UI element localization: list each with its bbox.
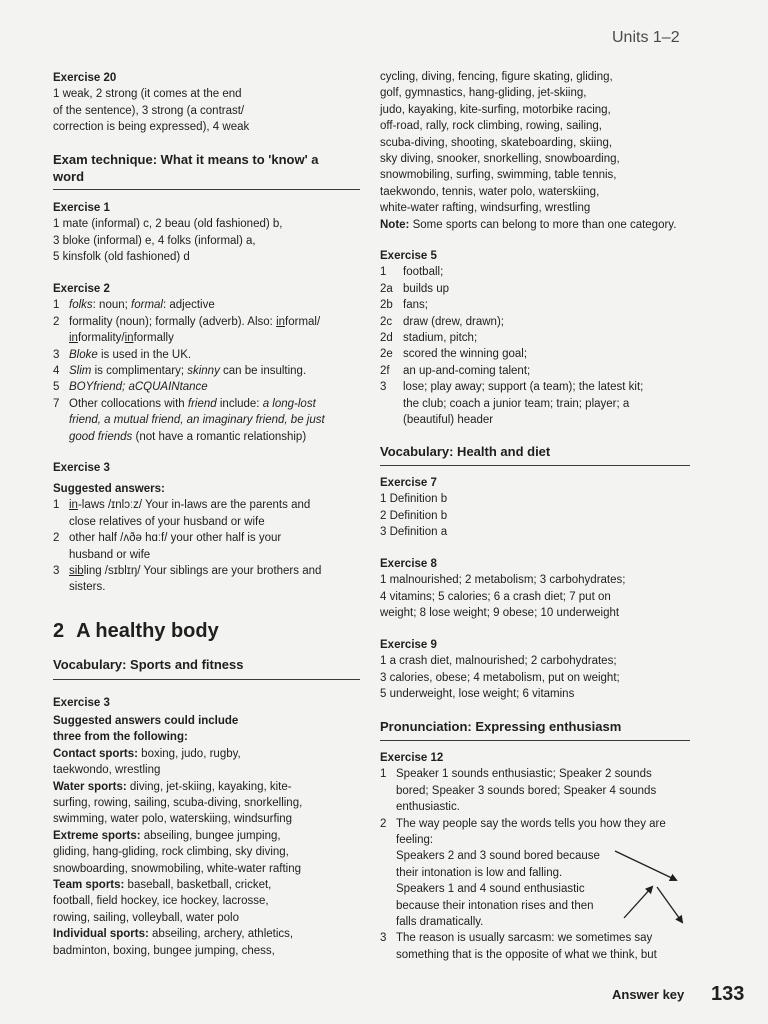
answer-line: 2 Definition b (380, 509, 448, 522)
item-number: 2 (53, 315, 60, 328)
item-number: 1 (53, 499, 60, 512)
section-heading-sports: Vocabulary: Sports and fitness (53, 657, 244, 672)
answer-line: draw (drew, drawn); (403, 315, 504, 328)
item-number: 3 (380, 381, 387, 394)
answer-line (69, 347, 325, 363)
underlined-stress: in (69, 332, 78, 345)
exercise-title: Exercise 3 (53, 697, 110, 709)
exercise-2 (53, 281, 325, 445)
italic-term: formal (131, 299, 163, 312)
exercise-title: Exercise 20 (53, 72, 117, 84)
list-item (53, 497, 321, 530)
sports-line: snowboarding, snowmobiling, white-water rafting (53, 862, 302, 875)
sports-line: scuba-diving, shooting, skateboarding, skiing, (380, 136, 613, 149)
sports-line: sky diving, snooker, snorkelling, snowboarding, (380, 153, 620, 166)
list-item (380, 930, 666, 963)
answer-line (69, 563, 321, 579)
answer-text: -laws /ɪnlɔːz/ Your in-laws are the parents and (77, 499, 311, 512)
sports-line (53, 746, 302, 762)
exercise-20 (53, 70, 249, 136)
heading-line: Exam technique: What it means to 'know' a (53, 152, 319, 167)
italic-term: skinny (187, 365, 220, 378)
item-number: 1 (380, 266, 387, 279)
answer-line: 3 bloke (informal) e, 4 folks (informal) a, (53, 234, 256, 247)
item-number: 2a (380, 282, 393, 295)
answer-line (69, 314, 325, 330)
rise-fall-intonation-arrows-icon (624, 887, 682, 922)
answer-line: builds up (403, 282, 450, 295)
answer-line: because their intonation rises and then (396, 899, 594, 912)
answer-line: lose; play away; support (a team); the latest kit; (403, 381, 644, 394)
exercise-title: Exercise 5 (380, 250, 437, 262)
sports-line: taekwondo, tennis, water polo, waterskiing, (380, 185, 600, 198)
list-item (53, 530, 321, 563)
answer-line (69, 363, 325, 379)
item-number: 2c (380, 315, 393, 328)
exercise-3-sports-title (53, 695, 110, 711)
answer-line: stadium, pitch; (403, 332, 478, 345)
item-number: 2d (380, 332, 393, 345)
sports-text: diving, jet-skiing, kayaking, kite- (126, 780, 292, 793)
list-item (380, 766, 666, 815)
exercise-subtitle: Suggested answers could include (53, 715, 239, 727)
item-number: 3 (380, 932, 387, 945)
answer-line: 1 Definition b (380, 493, 448, 506)
exercise-3-vocab (53, 481, 321, 596)
section-divider (380, 465, 690, 466)
answer-line: The way people say the words tells you how they are (396, 817, 666, 830)
list-item (380, 330, 643, 346)
intonation-arrows (600, 840, 700, 930)
sports-line: football, field hockey, ice hockey, lacrosse, (53, 895, 269, 908)
note-label: Note: (380, 218, 410, 231)
italic-term: Slim (69, 365, 92, 378)
answer-text: include: (216, 397, 263, 410)
exercise-5 (380, 248, 643, 428)
list-item (380, 379, 643, 428)
answer-line: Speakers 2 and 3 sound bored because (396, 850, 600, 863)
item-number: 4 (53, 365, 60, 378)
sports-line: golf, gymnastics, hang-gliding, jet-skiing, (380, 87, 587, 100)
answer-line: enthusiastic. (396, 801, 460, 814)
answer-line: fans; (403, 299, 428, 312)
answer-line (69, 497, 321, 513)
answer-line (69, 429, 325, 445)
category-label: Team sports: (53, 879, 125, 892)
answer-line: of the sentence), 3 strong (a contrast/ (53, 104, 245, 117)
list-item (380, 264, 643, 280)
sports-line: surfing, rowing, sailing, scuba-diving, snorkelling, (53, 797, 303, 810)
exercise-9 (380, 637, 620, 703)
answer-line: 5 underweight, lose weight; 6 vitamins (380, 688, 575, 701)
answer-text: formality (noun); formally (adverb). Also: (69, 315, 277, 328)
answer-line: an up-and-coming talent; (403, 364, 531, 377)
answer-text: formality/ (77, 332, 125, 345)
exercise-title: Exercise 7 (380, 477, 437, 489)
section-divider (53, 679, 360, 680)
answer-text: formally (133, 332, 174, 345)
unit-name: A healthy body (76, 620, 219, 642)
sports-text: baseball, basketball, cricket, (124, 879, 272, 892)
answer-line (69, 297, 325, 313)
list-item (380, 346, 643, 362)
sports-line (53, 926, 302, 942)
exercise-subtitle: Suggested answers: (53, 483, 165, 495)
answer-text: : noun; (92, 299, 132, 312)
italic-term: BOYfriend; aCQUAINtance (69, 381, 208, 394)
answer-line: 1 malnourished; 2 metabolism; 3 carbohydrates; (380, 574, 626, 587)
answer-line (69, 396, 325, 412)
answer-text: formal/ (285, 315, 321, 328)
item-number: 2b (380, 299, 393, 312)
category-label: Individual sports: (53, 928, 149, 941)
item-number: 1 (380, 768, 387, 781)
running-head-units: Units 1–2 (612, 29, 680, 46)
exercise-title: Exercise 12 (380, 752, 444, 764)
answer-line (69, 412, 325, 428)
list-item (53, 297, 325, 313)
answer-line: their intonation is low and falling. (396, 866, 563, 879)
item-number: 2 (380, 817, 387, 830)
sports-text: abseiling, bungee jumping, (140, 829, 281, 842)
item-number: 2e (380, 348, 393, 361)
list-item (53, 379, 325, 395)
answer-text: : adjective (162, 299, 215, 312)
answer-line: correction is being expressed), 4 weak (53, 121, 250, 134)
exercise-3-sports-continued (380, 69, 676, 233)
answer-line: feeling: (396, 834, 434, 847)
category-label: Contact sports: (53, 747, 138, 760)
item-number: 5 (53, 381, 60, 394)
underlined-stress: sib (69, 565, 84, 578)
list-item (53, 347, 325, 363)
list-item (380, 297, 643, 313)
answer-line: The reason is usually sarcasm: we sometimes say (396, 932, 653, 945)
sports-text: boxing, judo, rugby, (137, 747, 241, 760)
item-number: 3 (53, 348, 60, 361)
sports-line: off-road, rally, rock climbing, rowing, sailing, (380, 120, 602, 133)
list-item (53, 314, 325, 347)
exercise-3-sports (53, 713, 302, 959)
italic-term: folks (69, 299, 93, 312)
answer-line: (beautiful) header (403, 414, 494, 427)
italic-term: friend (187, 397, 217, 410)
sports-line: cycling, diving, fencing, figure skating, gliding, (380, 71, 613, 83)
answer-line: bored; Speaker 3 sounds bored; Speaker 4 sounds (396, 784, 657, 797)
list-item (380, 314, 643, 330)
section-divider (380, 740, 690, 741)
answer-text: ling /sɪblɪŋ/ Your siblings are your brothers and (83, 565, 322, 578)
sports-line (53, 828, 302, 844)
sports-line: snowmobiling, surfing, swimming, table tennis, (380, 169, 617, 182)
falling-intonation-arrow-icon (615, 851, 676, 880)
exercise-title: Exercise 8 (380, 558, 437, 570)
answer-line (69, 379, 325, 395)
note-text: Some sports can belong to more than one category. (409, 218, 677, 231)
italic-term: good friends (69, 430, 133, 443)
category-label: Extreme sports: (53, 829, 141, 842)
sports-line: taekwondo, wrestling (53, 764, 161, 777)
list-item (380, 281, 643, 297)
section-heading-health: Vocabulary: Health and diet (380, 444, 551, 459)
answer-line: 1 mate (informal) c, 2 beau (old fashioned) b, (53, 218, 283, 231)
answer-line (69, 330, 325, 346)
section-divider (53, 189, 360, 190)
exercise-7 (380, 475, 447, 541)
exercise-1 (53, 200, 282, 266)
answer-text: can be insulting. (219, 365, 307, 378)
exercise-title: Exercise 3 (53, 462, 110, 474)
item-number: 7 (53, 397, 60, 410)
page-number: 133 (711, 983, 745, 1005)
note-line (380, 217, 676, 233)
answer-text: is used in the UK. (97, 348, 192, 361)
list-item (53, 563, 321, 596)
answer-line: 4 vitamins; 5 calories; 6 a crash diet; 7 put on (380, 590, 611, 603)
answer-line: close relatives of your husband or wife (69, 515, 265, 528)
answer-line: the club; coach a junior team; train; player; a (403, 397, 630, 410)
underlined-stress: in (69, 499, 78, 512)
heading-line: word (53, 169, 85, 184)
answer-text: Other collocations with (69, 397, 188, 410)
unit-title (53, 619, 219, 643)
unit-number: 2 (53, 620, 65, 642)
answer-text: (not have a romantic relationship) (132, 430, 307, 443)
exercise-3-vocab-title (53, 460, 110, 476)
exercise-title: Exercise 1 (53, 202, 110, 214)
sports-line: rowing, sailing, volleyball, water polo (53, 911, 240, 924)
list-item (380, 363, 643, 379)
underlined-stress: in (124, 332, 134, 345)
item-number: 2f (380, 364, 390, 377)
item-number: 1 (53, 299, 60, 312)
footer-section-label: Answer key (612, 987, 685, 1002)
answer-line: other half /ʌðə hɑːf/ your other half is your (69, 532, 282, 545)
underlined-stress: in (276, 315, 286, 328)
italic-term: a long-lost (262, 397, 316, 410)
answer-line: 5 kinsfolk (old fashioned) d (53, 251, 190, 264)
exercise-title: Exercise 2 (53, 283, 110, 295)
section-heading-pronunciation: Pronunciation: Expressing enthusiasm (380, 719, 622, 734)
sports-line (53, 877, 302, 893)
section-heading-exam-technique (53, 151, 319, 185)
list-item (53, 363, 325, 379)
sports-line: badminton, boxing, bungee jumping, chess, (53, 944, 275, 957)
answer-line: 1 a crash diet, malnourished; 2 carbohydrates; (380, 655, 617, 668)
list-item (53, 396, 325, 445)
answer-line: 3 Definition a (380, 526, 448, 539)
answer-line: husband or wife (69, 548, 151, 561)
exercise-8 (380, 556, 625, 622)
answer-line: weight; 8 lose weight; 9 obese; 10 underweight (380, 607, 620, 620)
answer-line: 3 calories, obese; 4 metabolism, put on weight; (380, 671, 620, 684)
exercise-subtitle: three from the following: (53, 731, 188, 744)
answer-line: sisters. (69, 581, 106, 594)
sports-text: abseiling, archery, athletics, (148, 928, 294, 941)
answer-line: scored the winning goal; (403, 348, 528, 361)
item-number: 2 (53, 532, 60, 545)
italic-term: Bloke (69, 348, 98, 361)
answer-line: something that is the opposite of what we think, but (396, 948, 657, 961)
sports-line: judo, kayaking, kite-surfing, motorbike racing, (380, 103, 611, 116)
answer-line: 1 weak, 2 strong (it comes at the end (53, 88, 242, 101)
italic-term: friend, a mutual friend, an imaginary friend, be just (69, 414, 325, 427)
exercise-title: Exercise 9 (380, 639, 437, 651)
sports-line: gliding, hang-gliding, rock climbing, sky diving, (53, 846, 289, 859)
item-number: 3 (53, 565, 60, 578)
sports-line: white-water rafting, windsurfing, wrestling (380, 202, 591, 215)
sports-line: swimming, water polo, waterskiing, windsurfing (53, 813, 293, 826)
answer-line: football; (403, 266, 444, 279)
sports-line (53, 779, 302, 795)
answer-line: Speaker 1 sounds enthusiastic; Speaker 2 sounds (396, 768, 652, 781)
answer-line: falls dramatically. (396, 916, 484, 929)
answer-text: is complimentary; (91, 365, 188, 378)
category-label: Water sports: (53, 780, 127, 793)
answer-line: Speakers 1 and 4 sound enthusiastic (396, 883, 585, 896)
